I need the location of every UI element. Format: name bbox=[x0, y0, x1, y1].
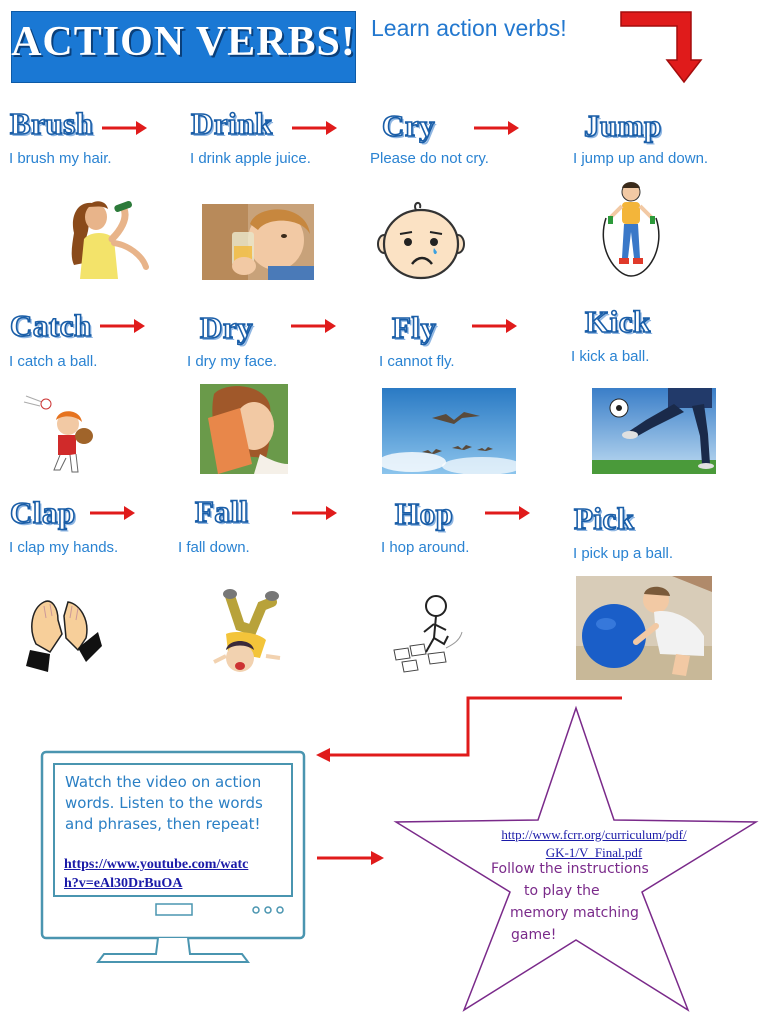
verb-word-pick: Pick bbox=[574, 501, 635, 536]
star-link[interactable] bbox=[484, 826, 704, 862]
arrow-right-icon bbox=[290, 118, 340, 138]
youtube-link-line-2[interactable]: h?v=eAl30DrBuOA bbox=[64, 876, 183, 891]
star-line-1: Follow the instructions bbox=[491, 861, 649, 877]
woman-drying-face-image bbox=[200, 384, 288, 474]
verb-word-fall: Fall bbox=[195, 494, 249, 529]
arrow-right-icon bbox=[290, 503, 340, 523]
clapping-hands-image bbox=[24, 598, 104, 674]
youtube-link-line-1[interactable]: https://www.youtube.com/watc bbox=[64, 857, 249, 872]
verb-sentence-fly: I cannot fly. bbox=[379, 353, 455, 370]
verb-word-brush: Brush bbox=[10, 106, 94, 141]
verb-word-fly: Fly bbox=[392, 310, 437, 345]
arrow-right-icon bbox=[472, 118, 522, 138]
boy-catching-ball-image bbox=[20, 388, 100, 476]
birds-flying-image bbox=[382, 388, 516, 474]
verb-sentence-clap: I clap my hands. bbox=[9, 539, 119, 556]
verb-word-drink: Drink bbox=[191, 106, 273, 141]
verb-sentence-dry: I dry my face. bbox=[187, 353, 278, 370]
baby-picking-ball-image bbox=[576, 576, 712, 680]
arrow-right-icon bbox=[289, 316, 339, 336]
girl-drinking-image bbox=[202, 204, 314, 280]
verb-sentence-kick: I kick a ball. bbox=[571, 348, 650, 365]
bent-down-arrow-icon bbox=[615, 8, 705, 86]
verb-sentence-jump: I jump up and down. bbox=[573, 150, 709, 167]
hopscotch-image bbox=[388, 588, 470, 676]
verb-word-cry: Cry bbox=[382, 108, 436, 143]
page-subtitle: Learn action verbs! bbox=[371, 15, 567, 41]
arrow-right-icon bbox=[98, 316, 148, 336]
verb-word-kick: Kick bbox=[585, 304, 651, 339]
verb-word-jump: Jump bbox=[584, 108, 662, 143]
youtube-link[interactable] bbox=[64, 855, 248, 893]
verb-sentence-fall: I fall down. bbox=[178, 539, 250, 556]
boy-jumping-rope-image bbox=[596, 178, 666, 278]
verb-sentence-hop: I hop around. bbox=[381, 539, 470, 556]
page-title: ACTION VERBS! bbox=[11, 19, 356, 65]
star-line-2: to play the bbox=[524, 883, 600, 899]
star-link-line-1[interactable]: http://www.fcrr.org/curriculum/pdf/ bbox=[501, 827, 687, 842]
verb-sentence-pick: I pick up a ball. bbox=[573, 545, 674, 562]
verb-sentence-brush: I brush my hair. bbox=[9, 150, 112, 167]
arrow-right-icon bbox=[100, 118, 150, 138]
verb-sentence-drink: I drink apple juice. bbox=[190, 150, 311, 167]
verb-word-hop: Hop bbox=[395, 496, 454, 531]
arrow-right-icon bbox=[470, 316, 520, 336]
arrow-right-icon bbox=[88, 503, 138, 523]
arrow-right-icon bbox=[483, 503, 533, 523]
verb-word-clap: Clap bbox=[10, 495, 76, 530]
arrow-right-icon bbox=[315, 848, 387, 868]
monitor-line-3: and phrases, then repeat! bbox=[65, 815, 261, 833]
boy-falling-image bbox=[200, 586, 292, 680]
star-line-4: game! bbox=[511, 927, 557, 943]
star-link-line-2[interactable]: GK-1/V_Final.pdf bbox=[545, 845, 643, 860]
kicking-ball-image bbox=[592, 388, 716, 474]
monitor-line-1: Watch the video on action bbox=[65, 773, 262, 791]
verb-word-dry: Dry bbox=[200, 310, 254, 345]
verb-sentence-catch: I catch a ball. bbox=[9, 353, 98, 370]
star-line-3: memory matching bbox=[510, 905, 639, 921]
monitor-line-2: words. Listen to the words bbox=[65, 794, 263, 812]
woman-brushing-hair-image bbox=[62, 195, 150, 281]
crying-face-image bbox=[376, 200, 466, 282]
verb-word-catch: Catch bbox=[10, 308, 92, 343]
monitor-instructions bbox=[65, 772, 285, 835]
verb-sentence-cry: Please do not cry. bbox=[370, 150, 489, 167]
